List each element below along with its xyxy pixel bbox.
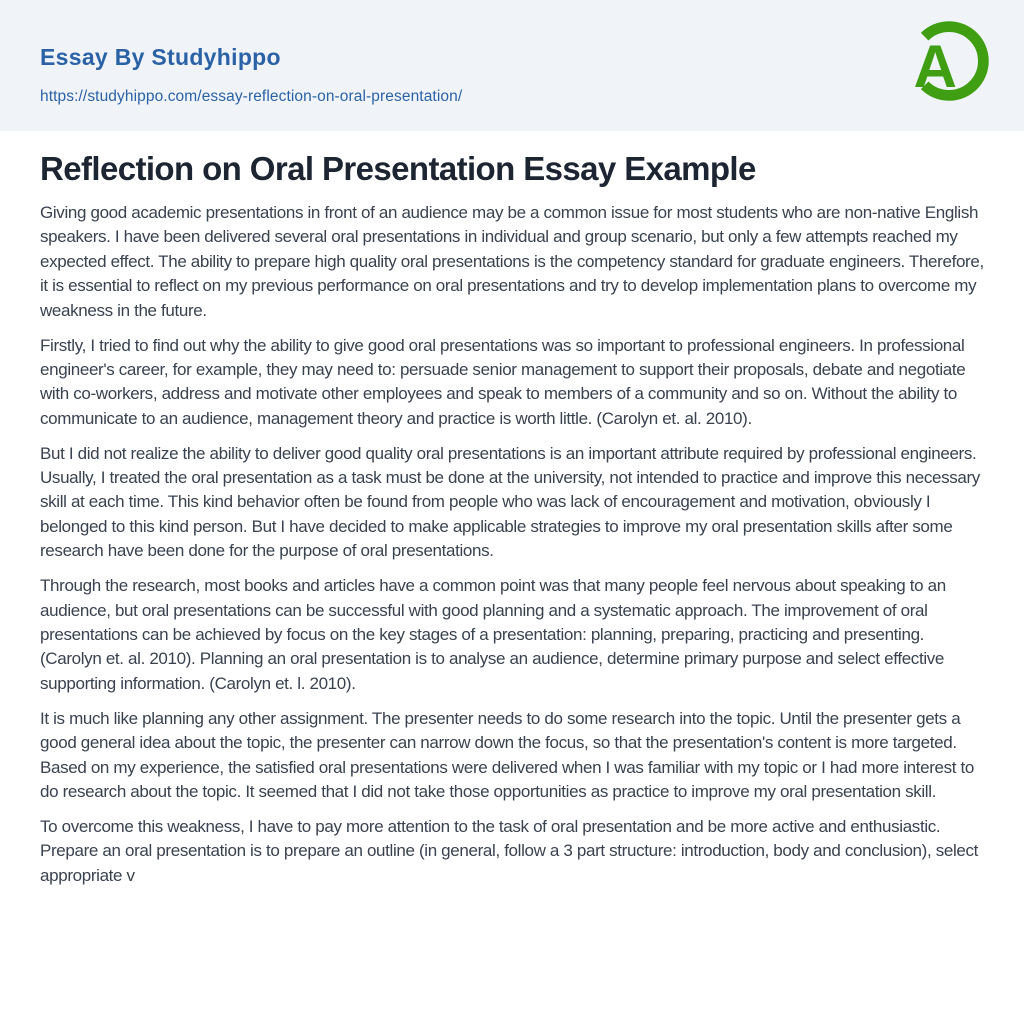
article-title: Reflection on Oral Presentation Essay Example <box>40 150 756 187</box>
article-paragraph: To overcome this weakness, I have to pay more attention to the task of oral presentation and be more active and enthusiastic. Prepare an oral presentation is to prepare an outline (in general, follow a 3 part structure: introduction, body and conclusion), select appropriate v <box>40 816 979 885</box>
source-url-link[interactable]: https://studyhippo.com/essay-reflection-on-oral-presentation/ <box>40 88 463 105</box>
article-paragraph: It is much like planning any other assignment. The presenter needs to do some research into the topic. Until the presenter gets a good general idea about the topic, the presenter can narrow down the focus, so that the presentation's content is more targeted. Based on my experience, the satisfied oral presentations were delivered when I was familiar with my topic or I had more interest to do research about the topic. It seemed that I did not take those opportunities as practice to improve my oral presentation skill. <box>40 708 975 801</box>
page-header <box>0 0 1024 131</box>
article-content <box>0 150 1024 888</box>
studyhippo-logo-icon <box>906 18 992 104</box>
logo-letter: A <box>913 32 957 100</box>
article-paragraph: Giving good academic presentations in front of an audience may be a common issue for most students who are non-native English speakers. I have been delivered several oral presentations in individual and group scenario, but only a few attempts reached my expected effect. The ability to prepare high quality oral presentations is the competency standard for graduate engineers. Therefore, it is essential to reflect on my previous performance on oral presentations and try to develop implementation plans to overcome my weakness in the future. <box>40 203 984 320</box>
article-paragraph: Firstly, I tried to find out why the ability to give good oral presentations was so important to professional engineers. In professional engineer's career, for example, they may need to: persuade senior management to support their proposals, debate and negotiate with co-workers, address and motivate other employees and speak to members of a community and so on. Without the ability to communicate to an audience, management theory and practice is worth little. (Carolyn et. al. 2010). <box>40 335 966 428</box>
article-paragraph: Through the research, most books and articles have a common point was that many people feel nervous about speaking to an audience, but oral presentations can be successful with good planning and a systematic approach. The improvement of oral presentations can be achieved by focus on the key stages of a presentation: planning, preparing, practicing and presenting. (Carolyn et. al. 2010). Planning an oral presentation is to analyse an audience, determine primary purpose and select effective supporting information. (Carolyn et. l. 2010). <box>40 576 946 693</box>
site-title: Essay By Studyhippo <box>40 44 281 70</box>
article-paragraph: But I did not realize the ability to deliver good quality oral presentations is an important attribute required by professional engineers. Usually, I treated the oral presentation as a task must be done at the university, not intended to practice and improve this necessary skill at each time. This kind behavior often be found from people who was lack of encouragement and motivation, obviously I belonged to this kind person. But I have decided to make applicable strategies to improve my oral presentation skills after some research have been done for the purpose of oral presentations. <box>40 443 980 561</box>
